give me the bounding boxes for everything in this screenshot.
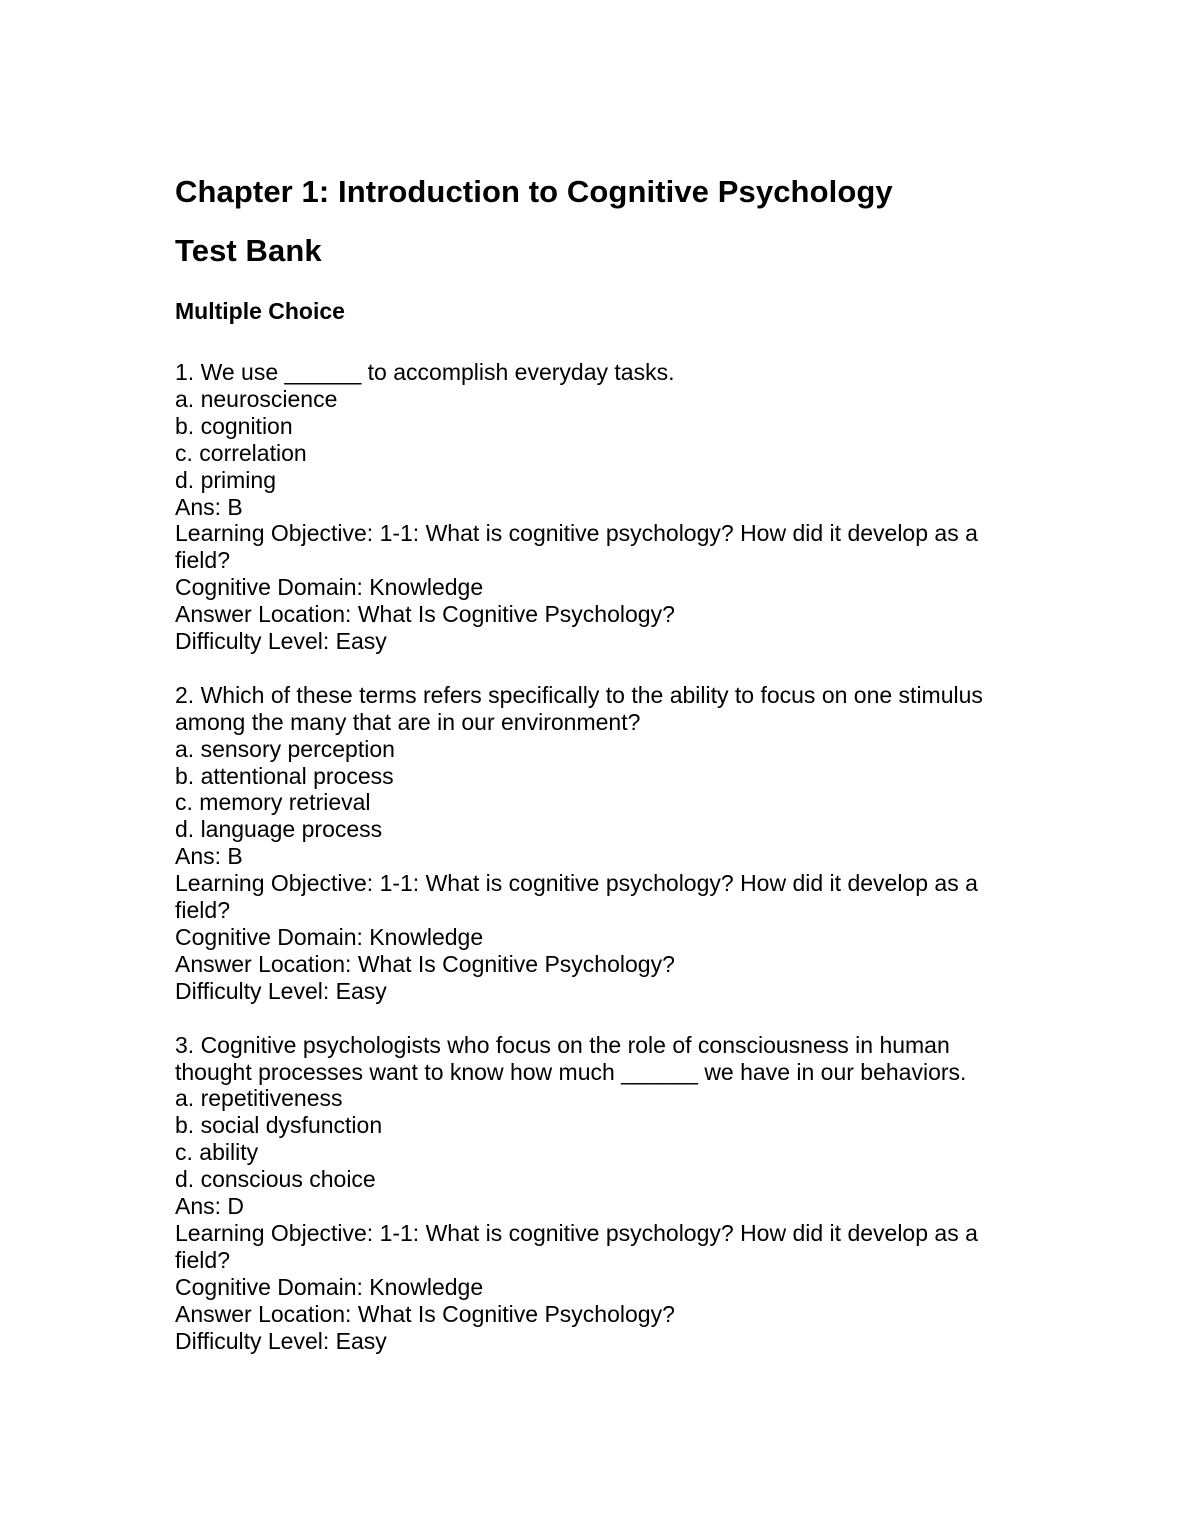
answer-key: Ans: B	[175, 493, 243, 520]
question-stem: 1. We use ______ to accomplish everyday tasks.	[175, 359, 675, 385]
question-stem: 3. Cognitive psychologists who focus on the role of consciousness in human thought processes want to know how much ______ we have in our behaviors.	[175, 1031, 967, 1085]
question-item	[175, 359, 1025, 655]
answer-location: Answer Location: What Is Cognitive Psychology?	[175, 1300, 675, 1327]
question-item	[175, 1032, 1025, 1355]
option-c: c. memory retrieval	[175, 789, 371, 816]
cognitive-domain: Cognitive Domain: Knowledge	[175, 1273, 484, 1300]
question-item	[175, 682, 1025, 1005]
option-a: a. neuroscience	[175, 385, 338, 412]
document-page	[175, 168, 1025, 1381]
option-b: b. attentional process	[175, 762, 394, 789]
answer-location: Answer Location: What Is Cognitive Psychology?	[175, 950, 675, 977]
option-a: a. sensory perception	[175, 735, 395, 762]
question-list	[175, 359, 1025, 1355]
cognitive-domain: Cognitive Domain: Knowledge	[175, 574, 484, 601]
section-heading: Multiple Choice	[175, 298, 345, 324]
chapter-title: Chapter 1: Introduction to Cognitive Psychology	[175, 174, 893, 209]
answer-key: Ans: D	[175, 1193, 245, 1220]
cognitive-domain: Cognitive Domain: Knowledge	[175, 924, 484, 951]
difficulty-level: Difficulty Level: Easy	[175, 1327, 387, 1354]
option-c: c. ability	[175, 1139, 259, 1166]
learning-objective: Learning Objective: 1-1: What is cognitive psychology? How did it develop as a field?	[175, 1219, 985, 1273]
test-bank-title: Test Bank	[175, 233, 322, 268]
learning-objective: Learning Objective: 1-1: What is cognitive psychology? How did it develop as a field?	[175, 870, 985, 924]
difficulty-level: Difficulty Level: Easy	[175, 977, 387, 1004]
option-a: a. repetitiveness	[175, 1085, 343, 1112]
option-c: c. correlation	[175, 439, 307, 466]
answer-location: Answer Location: What Is Cognitive Psychology?	[175, 601, 675, 628]
question-stem: 2. Which of these terms refers specifically to the ability to focus on one stimulus among the many that are in our environment?	[175, 681, 990, 735]
learning-objective: Learning Objective: 1-1: What is cognitive psychology? How did it develop as a field?	[175, 520, 985, 574]
option-d: d. language process	[175, 816, 383, 843]
option-d: d. priming	[175, 466, 276, 493]
option-b: b. social dysfunction	[175, 1112, 383, 1139]
difficulty-level: Difficulty Level: Easy	[175, 628, 387, 655]
option-d: d. conscious choice	[175, 1166, 376, 1193]
answer-key: Ans: B	[175, 843, 243, 870]
option-b: b. cognition	[175, 412, 293, 439]
